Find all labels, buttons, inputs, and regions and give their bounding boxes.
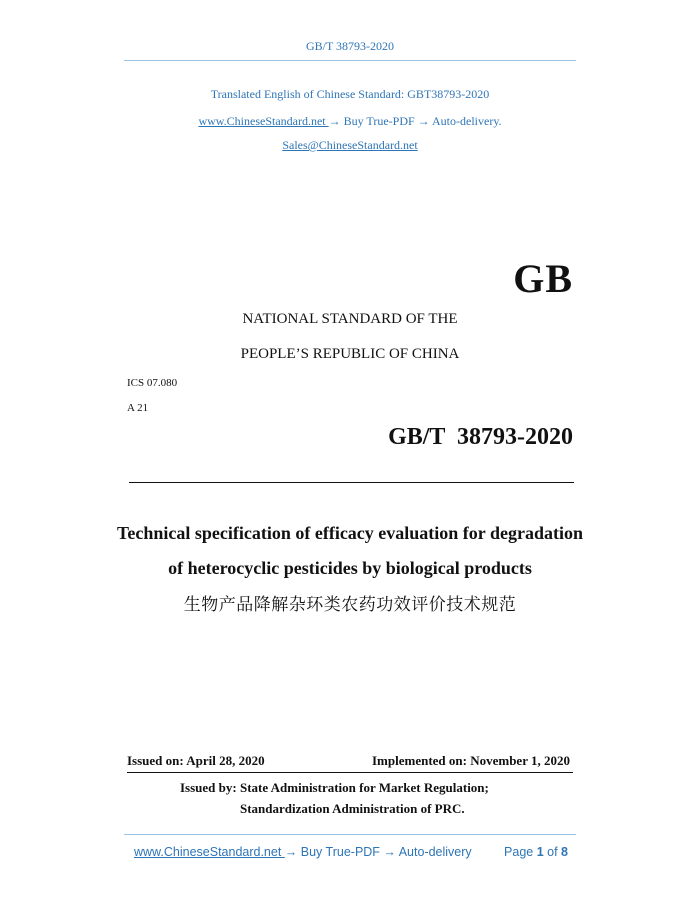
promo-line bbox=[0, 114, 700, 129]
page-number: 1 bbox=[536, 845, 544, 859]
national-standard-line-1: NATIONAL STANDARD OF THE bbox=[242, 311, 458, 327]
footer-site-link[interactable]: www.ChineseStandard.net bbox=[134, 845, 285, 859]
buy-text: → Buy True-PDF → Auto-delivery. bbox=[328, 114, 502, 128]
page-label: Page bbox=[504, 845, 537, 859]
site-link[interactable]: www.ChineseStandard.net bbox=[198, 114, 329, 128]
issued-by-line-2: Standardization Administration of PRC. bbox=[240, 801, 465, 816]
email-link[interactable]: Sales@ChineseStandard.net bbox=[282, 138, 418, 152]
standard-number-rule bbox=[129, 482, 574, 483]
of-label: of bbox=[543, 845, 562, 859]
email-line bbox=[0, 138, 700, 153]
implemented-on-date: Implemented on: November 1, 2020 bbox=[372, 753, 570, 768]
title-chinese: 生物产品降解杂环类农药功效评价技术规范 bbox=[183, 595, 517, 615]
national-standard-line-2: PEOPLE’S REPUBLIC OF CHINA bbox=[240, 346, 460, 362]
ccs-code: A 21 bbox=[127, 402, 149, 414]
ics-code: ICS 07.080 bbox=[127, 377, 178, 389]
footer-buy-text: → Buy True-PDF → Auto-delivery bbox=[284, 845, 472, 859]
standard-number: GB/T 38793-2020 bbox=[388, 424, 573, 450]
total-pages: 8 bbox=[561, 845, 568, 859]
issued-rule bbox=[127, 772, 573, 773]
title-line-1: Technical specification of efficacy evaluation for degradation bbox=[117, 523, 583, 543]
page-indicator bbox=[504, 845, 568, 859]
issued-by-line-1: Issued by: State Administration for Market Regulation; bbox=[180, 780, 489, 795]
translated-notice: Translated English of Chinese Standard: GBT38793-2020 bbox=[210, 87, 490, 101]
footer-divider bbox=[124, 834, 576, 835]
gb-logo: GB bbox=[513, 256, 573, 301]
footer-promo bbox=[134, 845, 472, 859]
title-line-2: of heterocyclic pesticides by biological products bbox=[168, 558, 532, 578]
issued-on-date: Issued on: April 28, 2020 bbox=[127, 753, 265, 768]
header-standard-code: GB/T 38793-2020 bbox=[305, 39, 395, 53]
header-divider bbox=[124, 60, 576, 61]
